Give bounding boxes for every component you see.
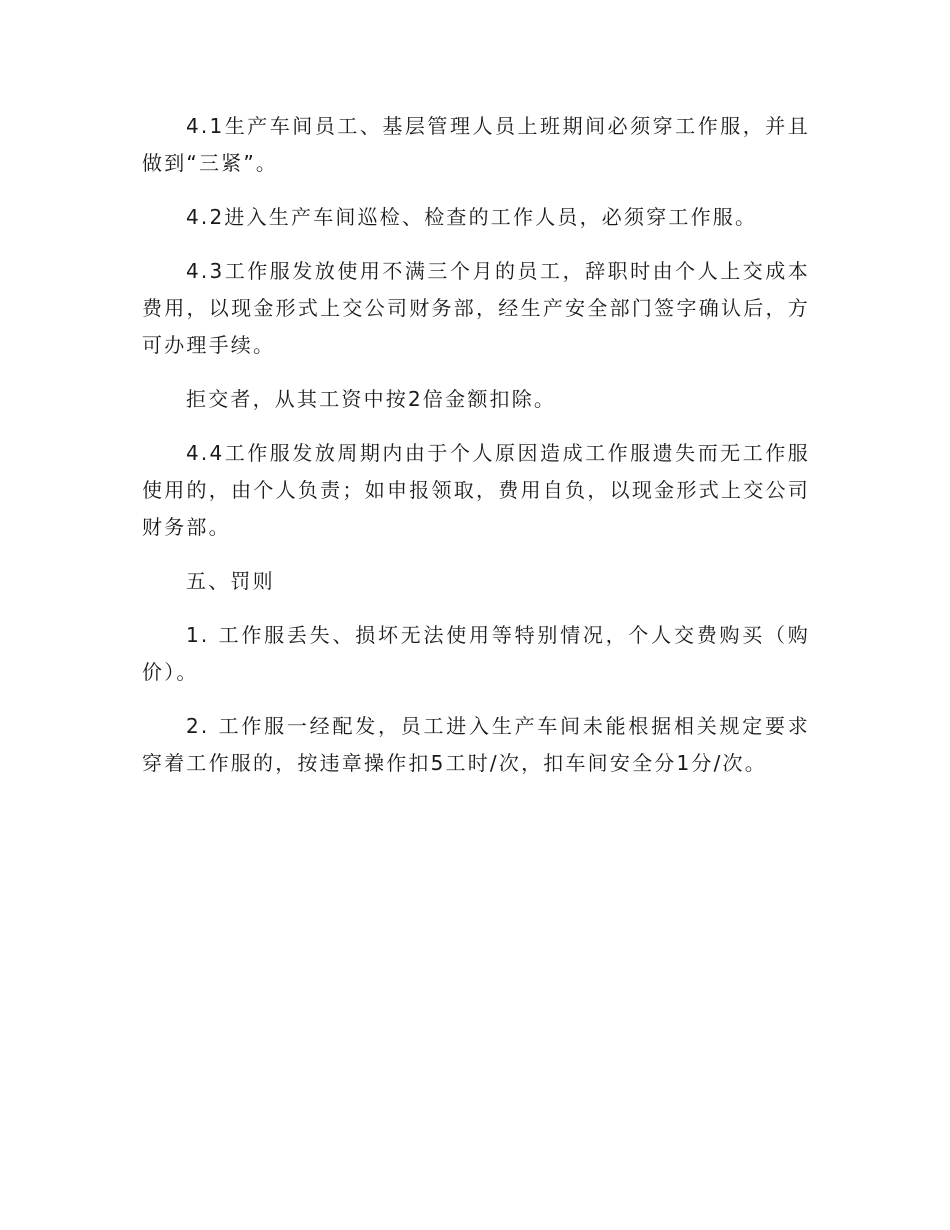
document-body bbox=[142, 108, 810, 799]
paragraph-4-3: 4.3工作服发放使用不满三个月的员工，辞职时由个人上交成本费用，以现金形式上交公司财务部，经生产安全部门签字确认后，方可办理手续。 bbox=[142, 259, 810, 357]
penalty-item-1: 1. 工作服丢失、损坏无法使用等特别情况，个人交费购买（购价）。 bbox=[142, 623, 810, 684]
paragraph-4-1: 4.1生产车间员工、基层管理人员上班期间必须穿工作服，并且做到“三紧”。 bbox=[142, 114, 810, 175]
paragraph-4-2: 4.2进入生产车间巡检、检查的工作人员，必须穿工作服。 bbox=[186, 205, 758, 229]
section-heading-penalties: 五、罚则 bbox=[186, 569, 275, 593]
penalty-item-2: 2. 工作服一经配发，员工进入生产车间未能根据相关规定要求穿着工作服的，按违章操作扣5工时/次，扣车间安全分1分/次。 bbox=[142, 714, 810, 775]
paragraph-refusal: 拒交者，从其工资中按2倍金额扣除。 bbox=[186, 387, 557, 411]
paragraph-4-4: 4.4工作服发放周期内由于个人原因造成工作服遗失而无工作服使用的，由个人负责；如申报领取，费用自负，以现金形式上交公司财务部。 bbox=[142, 441, 810, 539]
